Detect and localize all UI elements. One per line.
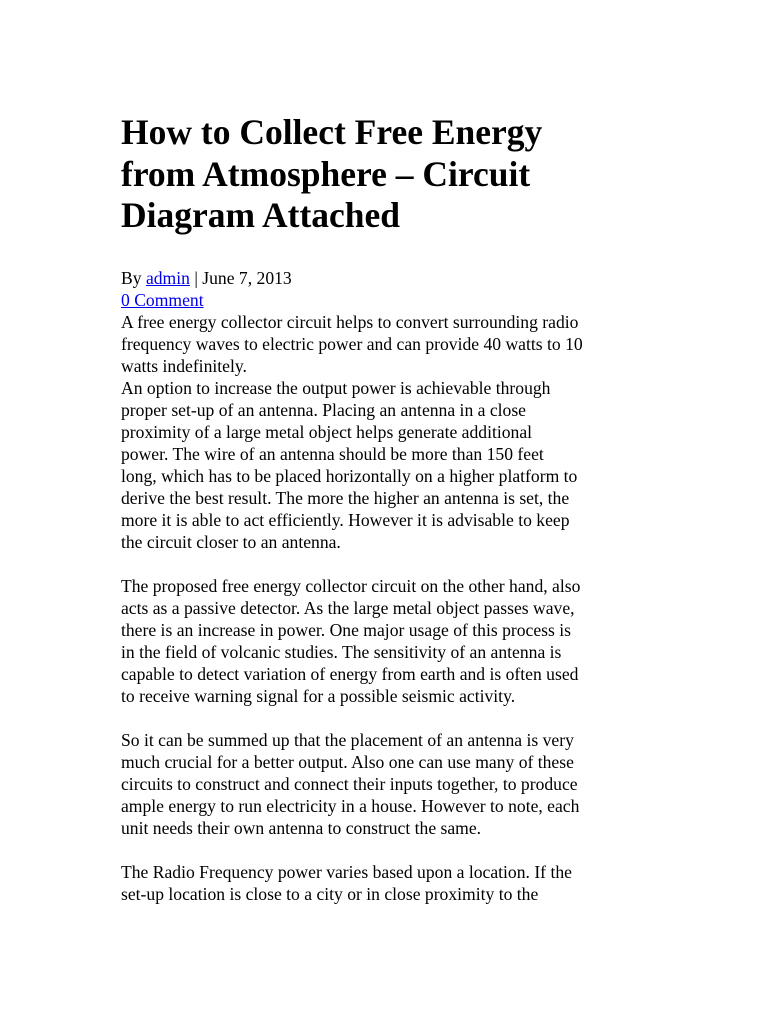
paragraph-2 — [121, 377, 656, 553]
paragraph-line: the circuit closer to an antenna. — [121, 531, 341, 552]
publish-date: June 7, 2013 — [202, 267, 292, 288]
title-line: Diagram Attached — [121, 195, 401, 235]
paragraph-line: much crucial for a better output. Also one can use many of these — [121, 751, 574, 772]
paragraph-line: acts as a passive detector. As the large metal object passes wave, — [121, 597, 575, 618]
paragraph-line: power. The wire of an antenna should be more than 150 feet — [121, 443, 544, 464]
paragraph-line: derive the best result. The more the higher an antenna is set, the — [121, 487, 570, 508]
paragraph-gap — [121, 839, 656, 861]
paragraph-line: circuits to construct and connect their inputs together, to produce — [121, 773, 578, 794]
paragraph-line: proper set-up of an antenna. Placing an antenna in a close — [121, 399, 526, 420]
byline-by-label: By — [121, 267, 142, 288]
byline — [121, 267, 656, 289]
paragraph-line: proximity of a large metal object helps generate additional — [121, 421, 533, 442]
article — [121, 112, 656, 905]
paragraph-line: watts indefinitely. — [121, 355, 247, 376]
paragraph-3 — [121, 575, 656, 707]
paragraph-line: ample energy to run electricity in a house. However to note, each — [121, 795, 580, 816]
paragraph-line: capable to detect variation of energy from earth and is often used — [121, 663, 579, 684]
title-line: from Atmosphere – Circuit — [121, 153, 531, 194]
comments-row — [121, 289, 656, 311]
paragraph-line: there is an increase in power. One major usage of this process is — [121, 619, 571, 640]
byline-separator: | — [194, 267, 198, 288]
paragraph-5 — [121, 861, 656, 905]
title-line: How to Collect Free Energy — [121, 112, 543, 152]
paragraph-1 — [121, 311, 656, 377]
paragraph-line: more it is able to act efficiently. However it is advisable to keep — [121, 509, 570, 530]
paragraph-4 — [121, 729, 656, 839]
paragraph-line: frequency waves to electric power and can provide 40 watts to 10 — [121, 333, 583, 354]
paragraph-gap — [121, 553, 656, 575]
paragraph-line: set-up location is close to a city or in close proximity to the — [121, 883, 539, 904]
comments-link[interactable]: 0 Comment — [121, 289, 204, 310]
paragraph-line: to receive warning signal for a possible seismic activity. — [121, 685, 516, 706]
paragraph-line: An option to increase the output power is achievable through — [121, 377, 551, 398]
paragraph-line: long, which has to be placed horizontally on a higher platform to — [121, 465, 578, 486]
article-meta — [121, 267, 656, 311]
paragraph-gap — [121, 707, 656, 729]
author-link[interactable]: admin — [145, 267, 190, 288]
article-title — [121, 112, 656, 237]
paragraph-line: in the field of volcanic studies. The sensitivity of an antenna is — [121, 641, 562, 662]
paragraph-line: The Radio Frequency power varies based upon a location. If the — [121, 861, 572, 882]
paragraph-line: A free energy collector circuit helps to convert surrounding radio — [121, 311, 579, 332]
article-body — [121, 311, 656, 905]
paragraph-line: unit needs their own antenna to construct the same. — [121, 817, 482, 838]
paragraph-line: The proposed free energy collector circuit on the other hand, also — [121, 575, 581, 596]
paragraph-line: So it can be summed up that the placement of an antenna is very — [121, 729, 574, 750]
